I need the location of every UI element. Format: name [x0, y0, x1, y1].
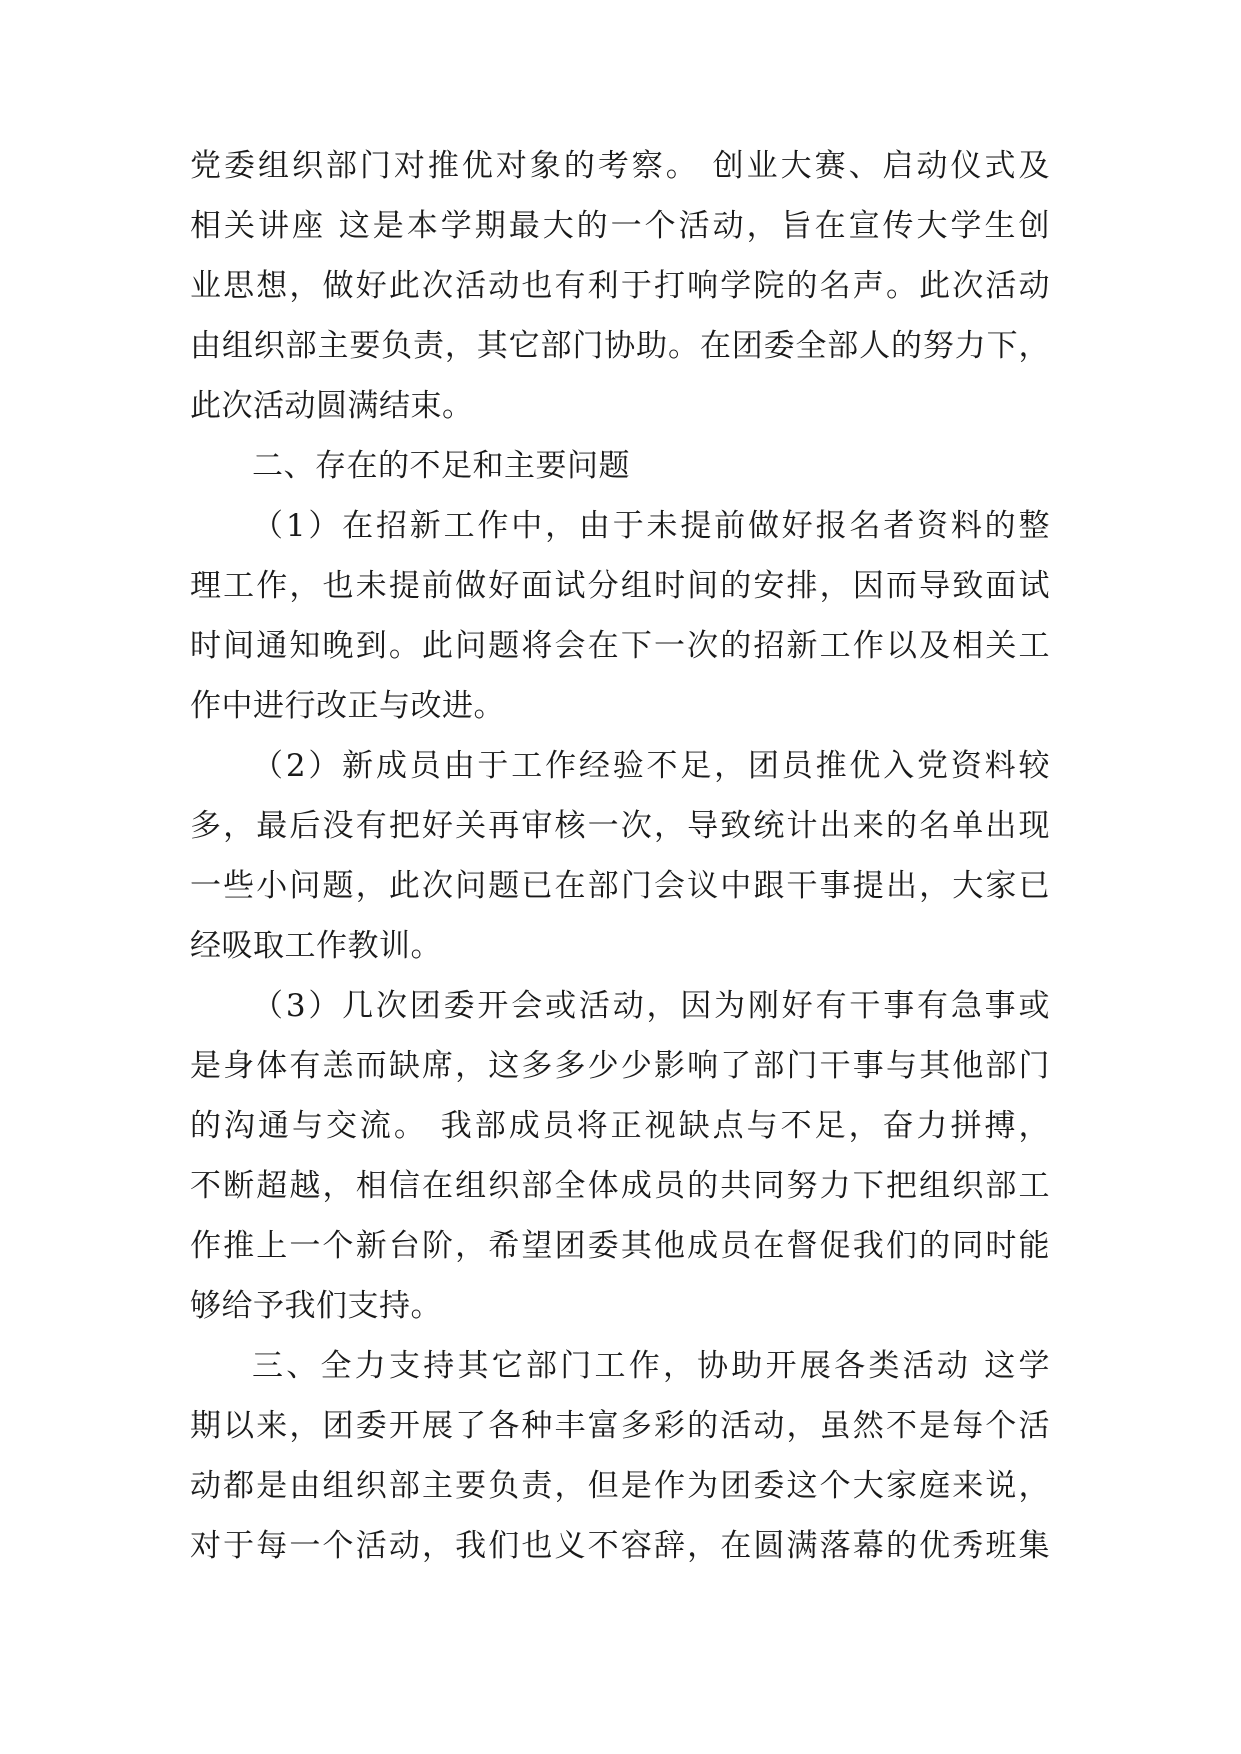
text-line: 此次活动圆满结束。 [190, 388, 474, 424]
text-line: 作中进行改正与改进。 [190, 688, 505, 724]
text-line: （3）几次团委开会或活动，因为刚好有干事有急事或 [252, 988, 1050, 1024]
text-line: （2）新成员由于工作经验不足，团员推优入党资料较 [252, 748, 1050, 784]
text-line: 相关讲座 这是本学期最大的一个活动，旨在宣传大学生创 [190, 208, 1050, 244]
section-heading: 三、全力支持其它部门工作，协助开展各类活动 这学 [252, 1348, 1050, 1384]
text-line: 的沟通与交流。 我部成员将正视缺点与不足，奋力拼搏， [190, 1108, 1050, 1144]
text-line: 动都是由组织部主要负责，但是作为团委这个大家庭来说， [190, 1468, 1050, 1504]
text-line: 够给予我们支持。 [190, 1288, 442, 1324]
text-line: 是身体有恙而缺席，这多多少少影响了部门干事与其他部门 [190, 1048, 1050, 1084]
text-line: 作推上一个新台阶，希望团委其他成员在督促我们的同时能 [190, 1228, 1050, 1264]
text-line: 由组织部主要负责，其它部门协助。在团委全部人的努力下， [190, 328, 1050, 364]
text-line: 不断超越，相信在组织部全体成员的共同努力下把组织部工 [190, 1168, 1050, 1204]
text-line: 一些小问题，此次问题已在部门会议中跟干事提出，大家已 [190, 868, 1050, 904]
text-line: 期以来，团委开展了各种丰富多彩的活动，虽然不是每个活 [190, 1408, 1050, 1444]
text-line: 多，最后没有把好关再审核一次，导致统计出来的名单出现 [190, 808, 1050, 844]
text-line: 理工作，也未提前做好面试分组时间的安排，因而导致面试 [190, 568, 1050, 604]
text-line: 对于每一个活动，我们也义不容辞，在圆满落幕的优秀班集 [190, 1528, 1050, 1564]
text-line: 经吸取工作教训。 [190, 928, 442, 964]
text-line: 党委组织部门对推优对象的考察。 创业大赛、启动仪式及 [190, 148, 1050, 184]
text-line: 业思想，做好此次活动也有利于打响学院的名声。此次活动 [190, 268, 1050, 304]
section-heading: 二、存在的不足和主要问题 [252, 448, 630, 484]
text-line: （1）在招新工作中，由于未提前做好报名者资料的整 [252, 508, 1050, 544]
text-line: 时间通知晚到。此问题将会在下一次的招新工作以及相关工 [190, 628, 1050, 664]
